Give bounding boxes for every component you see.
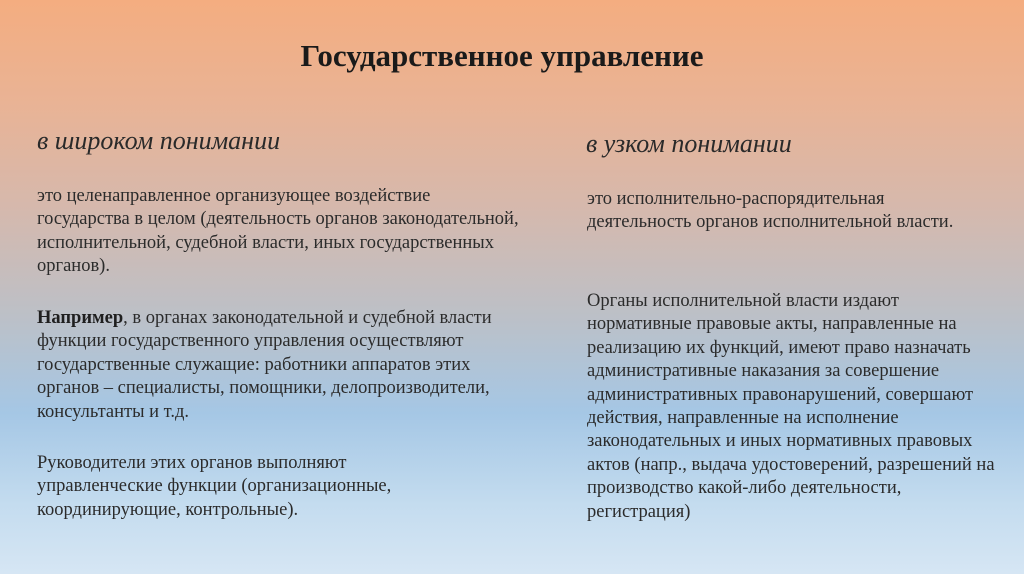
broad-definition: это целенаправленное организующее воздействие государства в целом (деятельность органов законодательной, исполнительной, судебной власти, иных государственных органов). bbox=[37, 186, 519, 277]
broad-sense-heading: в широком понимании bbox=[37, 126, 281, 155]
narrow-definition: это исполнительно-распорядительная деятельность органов исполнительной власти. bbox=[587, 189, 954, 233]
example-lead: Например bbox=[37, 308, 124, 328]
broad-example bbox=[37, 307, 507, 424]
narrow-details: Органы исполнительной власти издают нормативные правовые акты, направленные на реализацию их функций, имеют право назначать административные наказания за совершение административных правонарушений, совершают действия, направленные на исполнение законодательных и иных нормативных правовых актов (напр., выдача удостоверений, разрешений на производство какой-либо деятельности, регистрация) bbox=[587, 291, 995, 522]
example-text: , в органах законодательной и судебной власти функции государственного управления осуществляют государственные служащие: работники аппаратов этих органов – специалисты, помощники, делопроизводители, консультанты и т.д. bbox=[37, 308, 492, 422]
broad-leaders: Руководители этих органов выполняют управленческие функции (организационные, координирующие, контрольные). bbox=[37, 453, 392, 520]
slide-title: Государственное управление bbox=[300, 38, 704, 73]
narrow-sense-heading: в узком понимании bbox=[586, 129, 792, 158]
